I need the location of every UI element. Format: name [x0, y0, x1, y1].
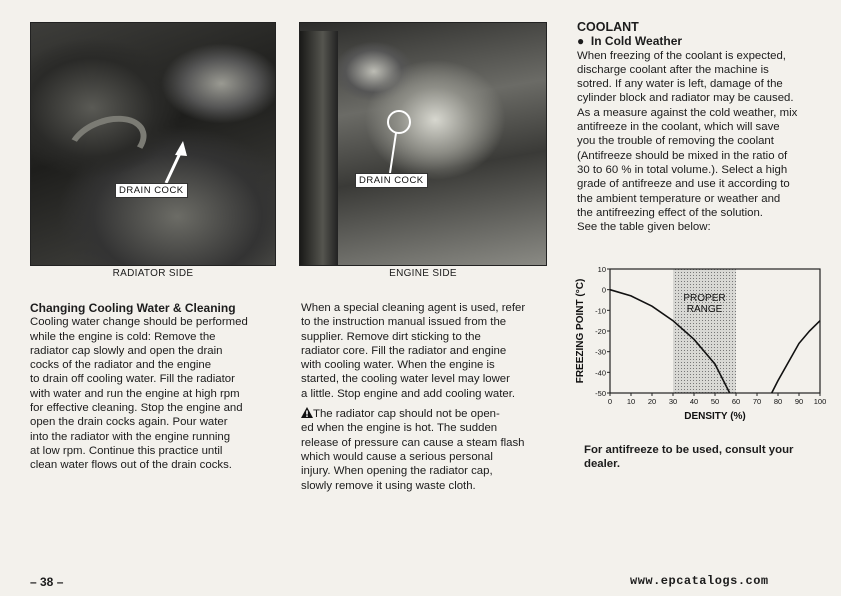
text-line: When a special cleaning agent is used, refer: [301, 302, 526, 314]
cleaning-agent-section: [301, 301, 549, 493]
x-tick-label: 100: [813, 397, 827, 406]
text-line: grade of antifreeze and use it according to: [577, 178, 790, 191]
proper-range-label: RANGE: [686, 304, 723, 315]
drain-cock-circle: [300, 23, 546, 265]
text-line: (Antifreeze should be mixed in the ratio of: [577, 149, 788, 162]
text-line: radiator core. Fill the radiator and engine: [301, 344, 507, 357]
y-tick-label: -40: [595, 368, 606, 378]
y-tick-label: 10: [597, 265, 606, 274]
text-line: the ambient temperature or weather and: [577, 192, 781, 205]
subheading-text: In Cold Weather: [590, 34, 683, 49]
drain-cock-callout: DRAIN COCK: [115, 183, 188, 198]
text-line: open the drain cocks again. Pour water: [30, 416, 228, 429]
x-tick-label: 10: [626, 397, 636, 406]
text-line: at low rpm. Continue this practice until: [30, 444, 223, 457]
cooling-water-section: [30, 301, 276, 473]
text-line: a little. Stop engine and add cooling water.: [301, 387, 516, 400]
page-number: – 38 –: [30, 575, 64, 589]
text-line: 30 to 60 % in total volume.). Select a high: [577, 163, 788, 176]
x-axis-label: DENSITY (%): [684, 411, 746, 422]
x-tick-label: 60: [731, 397, 741, 406]
text-line: As a measure against the cold weather, mix: [577, 106, 798, 119]
x-tick-label: 70: [752, 397, 762, 406]
drain-cock-arrow: [31, 23, 275, 265]
y-tick-label: -10: [595, 306, 606, 316]
x-tick-label: 40: [689, 397, 699, 406]
coolant-title: COOLANT: [577, 20, 639, 34]
text-line: to drain off cooling water. Fill the radiator: [30, 373, 235, 386]
text-line: supplier. Remove dirt sticking to the: [301, 330, 481, 343]
text-line: for effective cleaning. Stop the engine and: [30, 402, 243, 415]
x-tick-label: 90: [794, 397, 804, 406]
text-line: For antifreeze to be used, consult your: [584, 444, 794, 456]
proper-range-label: PROPER: [683, 293, 726, 304]
freezing-curve-1: [772, 321, 820, 393]
text-line: The radiator cap should not be open-: [313, 408, 500, 421]
drain-cock-callout: DRAIN COCK: [355, 173, 428, 188]
x-tick-label: 80: [773, 397, 783, 406]
y-axis-label: FREEZING POINT (°C): [575, 278, 586, 384]
coolant-section: [577, 20, 823, 234]
text-line: See the table given below:: [577, 221, 711, 234]
text-line: to the instruction manual issued from the: [301, 316, 507, 329]
text-line: the antifreezing effect of the solution.: [577, 206, 763, 219]
section-heading: Changing Cooling Water & Cleaning: [30, 301, 236, 315]
y-tick-label: -20: [595, 327, 606, 336]
text-line: cylinder block and radiator may be caused.: [577, 92, 794, 105]
proper-range-dots: [673, 269, 736, 393]
x-tick-label: 30: [668, 397, 678, 406]
warning-line: [301, 407, 549, 421]
engine-side-caption: ENGINE SIDE: [389, 268, 457, 279]
radiator-side-photo: [30, 22, 276, 266]
text-line: release of pressure can cause a steam flash: [301, 436, 525, 449]
text-line: Cooling water change should be performed: [30, 316, 248, 329]
x-tick-label: 20: [647, 397, 657, 406]
watermark-link[interactable]: www.epcatalogs.com: [630, 574, 769, 588]
text-line: radiator cap slowly and open the drain: [30, 344, 223, 357]
y-tick-label: -30: [595, 347, 606, 357]
text-line: with water and run the engine at high rpm: [30, 387, 240, 400]
bullet-icon: ●: [577, 34, 591, 49]
text-line: which would cause a serious personal: [301, 450, 493, 463]
text-line: sotred. If any water is left, damage of the: [577, 78, 783, 91]
y-tick-label: 0: [601, 285, 606, 295]
text-line: you the trouble of removing the coolant: [577, 135, 774, 148]
text-line: When freezing of the coolant is expected,: [577, 49, 786, 62]
subheading: [577, 34, 823, 48]
text-line: injury. When opening the radiator cap,: [301, 465, 493, 478]
text-line: discharge coolant after the machine is: [577, 63, 769, 76]
radiator-side-caption: RADIATOR SIDE: [112, 268, 194, 279]
text-line: antifreeze in the coolant, which will save: [577, 121, 780, 134]
text-line: started, the cooling water level may lower: [301, 373, 510, 386]
antifreeze-note: [584, 443, 824, 472]
freezing-point-chart: [570, 260, 830, 422]
text-line: into the radiator with the engine running: [30, 430, 231, 443]
y-tick-label: -50: [595, 389, 606, 398]
text-line: ed when the engine is hot. The sudden: [301, 422, 498, 435]
text-line: with cooling water. When the engine is: [301, 359, 495, 372]
engine-side-photo: [299, 22, 547, 266]
text-line: dealer.: [584, 458, 621, 471]
text-line: cocks of the radiator and the engine: [30, 359, 212, 372]
x-tick-label: 0: [607, 397, 613, 406]
warning-triangle-icon: [301, 407, 313, 418]
x-tick-label: 50: [710, 397, 720, 406]
text-line: clean water flows out of the drain cocks.: [30, 459, 232, 472]
text-line: slowly remove it using waste cloth.: [301, 479, 476, 492]
text-line: while the engine is cold: Remove the: [30, 330, 216, 343]
